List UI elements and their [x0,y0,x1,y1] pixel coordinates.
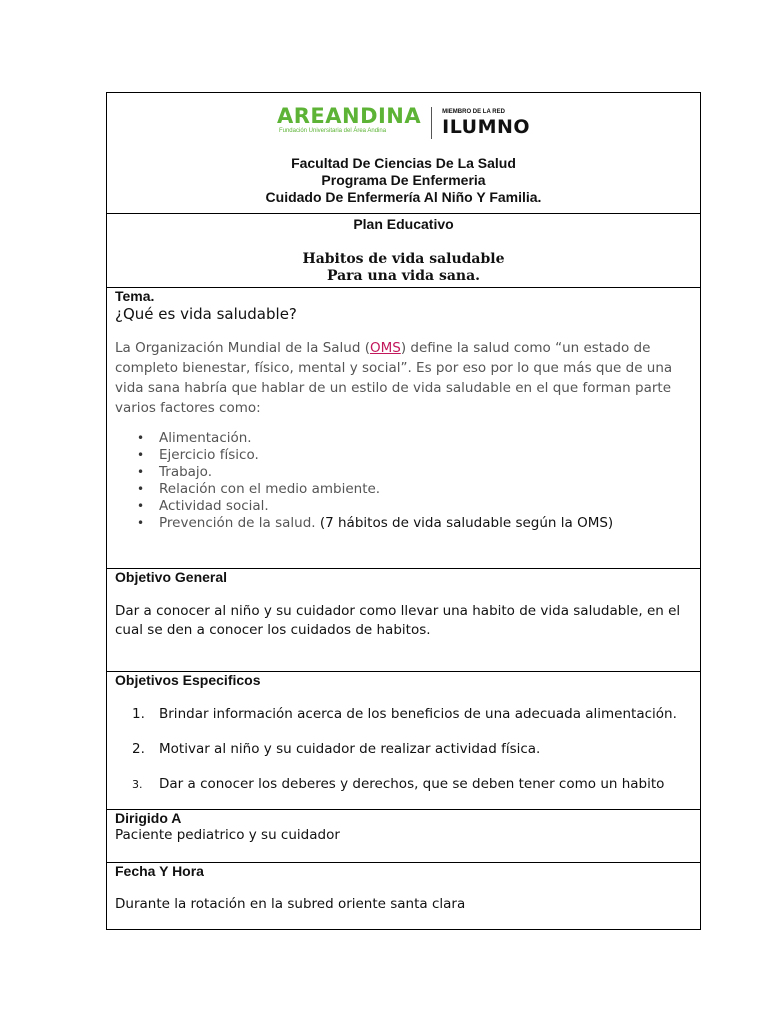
fecha-cell [107,863,701,930]
logo-name: AREANDINA [276,104,422,128]
factors-list [115,430,692,532]
objetivo-general-cell [107,569,701,672]
dirigido-label: Dirigido A [115,810,182,826]
faculty-title: Facultad De Ciencias De La Salud [291,155,516,171]
para-before: La Organización Mundial de la Salud ( [115,340,370,356]
tema-paragraph [115,338,692,418]
objective-item [115,706,692,723]
tema-question: ¿Qué es vida saludable? [115,305,297,323]
dirigido-text: Paciente pediatrico y su cuidador [115,827,340,843]
tema-label: Tema. [115,288,155,304]
last-factor: Prevención de la salud. [159,515,316,531]
last-factor-note: (7 hábitos de vida saludable según la OMS) [315,515,614,531]
objective-text: Dar a conocer los deberes y derechos, que se deben tener como un habito [159,776,665,792]
header-cell [107,93,701,214]
plan-title: Plan Educativo [353,216,454,232]
list-item: • Trabajo. [115,464,692,481]
objetivos-especificos-cell [107,672,701,810]
objetivo-general-label: Objetivo General [115,569,228,585]
network-label: MIEMBRO DE LA RED [442,109,505,115]
objetivo-general-text: Dar a conocer al niño y su cuidador como llevar una habito de vida saludable, en el cual se den a conocer los cuidados de habitos. [115,603,681,638]
objective-text: Brindar información acerca de los beneficios de una adecuada alimentación. [159,706,677,722]
objective-number: 3. [132,778,143,791]
program-title: Programa De Enfermeria [321,172,486,188]
plan-subtitle [115,251,692,285]
logo-subtitle: Fundación Universitaria del Área Andina [278,128,387,134]
list-item: • Alimentación. [115,430,692,447]
course-title: Cuidado De Enfermería Al Niño Y Familia. [265,189,542,205]
objective-item [115,741,692,758]
ilumno-logo [442,105,530,138]
oms-link[interactable]: OMS [369,340,401,356]
list-item: • Relación con el medio ambiente. [115,481,692,498]
objective-text: Motivar al niño y su cuidador de realizar actividad física. [159,741,541,757]
logo-divider [431,107,432,139]
dirigido-cell [107,810,701,863]
list-item: • Ejercicio físico. [115,447,692,464]
logo-row [115,105,692,141]
fecha-label: Fecha Y Hora [115,863,204,879]
network-name: ILUMNO [442,116,531,138]
plan-subtitle-line2: Para una vida sana. [326,268,481,284]
para-after: ) define la salud como “un estado de completo bienestar, físico, mental y social”. Es por eso por lo que más que de una vida sana habría que hablar de un estilo de vida saludable en el que forman parte varios factores como: [115,340,673,416]
list-item-last [115,515,692,532]
objective-item [115,776,692,793]
objective-number: 2. [132,741,145,757]
objetivos-especificos-label: Objetivos Especificos [115,672,261,688]
plan-educativo-table [106,92,701,930]
plan-cell [107,214,701,288]
list-item: • Actividad social. [115,498,692,515]
areandina-logo [277,105,421,135]
plan-subtitle-line1: Habitos de vida saludable [302,251,505,267]
fecha-text: Durante la rotación en la subred oriente santa clara [115,896,466,912]
objective-number: 1. [132,706,145,722]
tema-cell [107,288,701,569]
